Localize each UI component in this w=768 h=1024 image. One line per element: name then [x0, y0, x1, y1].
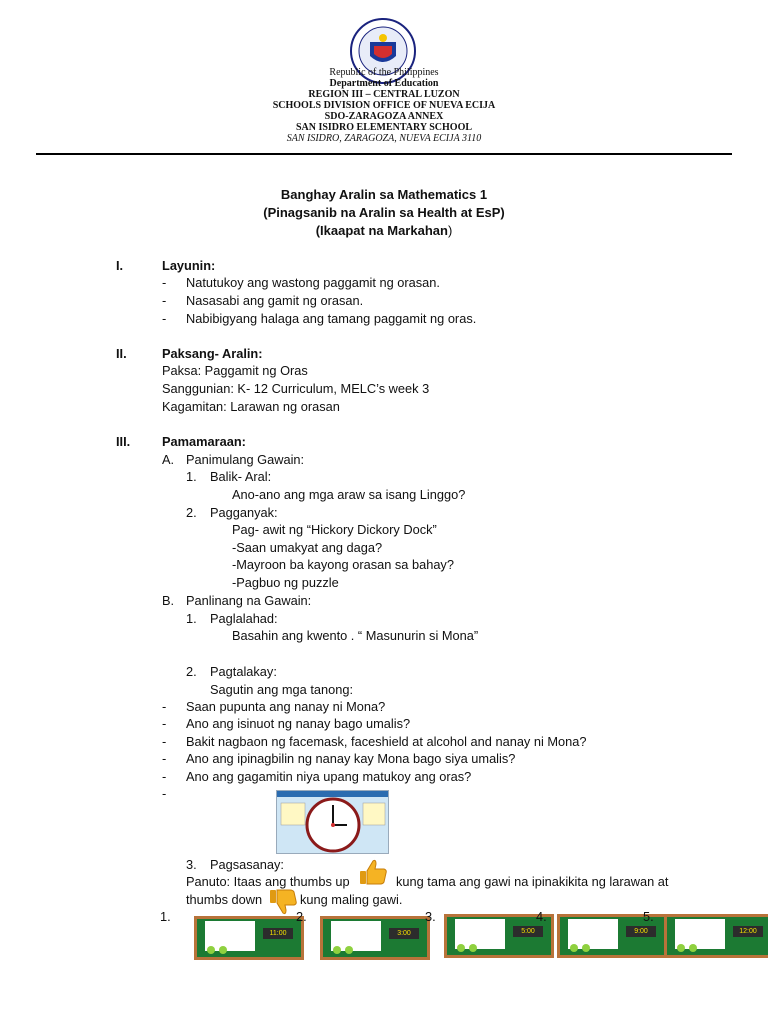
bullet-dash: -: [162, 716, 167, 731]
question-item: Ano ang gagamitin niya upang matukoy ang oras?: [186, 769, 472, 784]
subsection-b-label: B.: [162, 593, 175, 608]
bullet-dash: -: [162, 734, 167, 749]
a2-line: -Pagbuo ng puzzle: [232, 575, 339, 590]
card-dot: [677, 944, 685, 952]
b2-title: Pagtalakay:: [210, 664, 277, 679]
subsection-a-title: Panimulang Gawain:: [186, 452, 305, 467]
header-annex: SDO-ZARAGOZA ANNEX: [324, 111, 444, 122]
card-number: 1.: [160, 909, 171, 924]
a1-text: Ano-ano ang mga araw sa isang Linggo?: [232, 487, 466, 502]
paksa-line: Paksa: Paggamit ng Oras: [162, 363, 308, 378]
objective-item: Natutukoy ang wastong paggamit ng orasan.: [186, 275, 440, 290]
header-address: SAN ISIDRO, ZARAGOZA, NUEVA ECIJA 3110: [286, 133, 482, 144]
header-republic: Republic of the Philippines: [329, 67, 439, 78]
card-number: 5.: [643, 909, 654, 924]
section-1-number: I.: [116, 258, 124, 273]
card-number: 3.: [425, 909, 436, 924]
bullet-dash: -: [162, 311, 167, 326]
bullet-dash: -: [162, 699, 167, 714]
page-title: Banghay Aralin sa Mathematics 1: [280, 187, 488, 202]
b1-title: Paglalahad:: [210, 611, 278, 626]
question-item: Saan pupunta ang nanay ni Mona?: [186, 699, 386, 714]
subsection-a-label: A.: [162, 452, 175, 467]
section-3-heading: Pamamaraan:: [162, 434, 246, 449]
header-deped: Department of Education: [329, 78, 439, 89]
a2-line: -Mayroon ba kayong orasan sa bahay?: [232, 557, 454, 572]
page-quarter: (Ikaapat na Markahan): [315, 223, 453, 238]
exercise-card-1: [194, 916, 304, 960]
card-dot: [457, 944, 465, 952]
section-1-heading: Layunin:: [162, 258, 216, 273]
a2-line: -Saan umakyat ang daga?: [232, 540, 383, 555]
a1-title: Balik- Aral:: [210, 469, 272, 484]
card-number: 4.: [536, 909, 547, 924]
card-time: 3:00: [389, 928, 419, 939]
thumbs-down-icon: [268, 888, 298, 916]
a2-number: 2.: [186, 505, 197, 520]
card-time: 12:00: [733, 926, 763, 937]
question-item: Bakit nagbaon ng facemask, faceshield at alcohol and nanay ni Mona?: [186, 734, 587, 749]
card-dot: [570, 944, 578, 952]
card-dot: [219, 946, 227, 954]
question-item: Ano ang isinuot ng nanay bago umalis?: [186, 716, 411, 731]
a2-title: Pagganyak:: [210, 505, 278, 520]
b3-number: 3.: [186, 857, 197, 872]
kagamitan-line: Kagamitan: Larawan ng orasan: [162, 399, 340, 414]
panuto-text-a: Panuto: Itaas ang thumbs up: [186, 874, 350, 889]
panuto-text-d: kung maling gawi.: [300, 892, 403, 907]
card-number: 2.: [296, 909, 307, 924]
section-3-number: III.: [116, 434, 131, 449]
b2-intro: Sagutin ang mga tanong:: [210, 682, 354, 697]
objective-item: Nasasabi ang gamit ng orasan.: [186, 293, 364, 308]
card-dot: [345, 946, 353, 954]
thumbs-up-icon: [358, 858, 388, 886]
section-2-heading: Paksang- Aralin:: [162, 346, 263, 361]
b3-title: Pagsasanay:: [210, 857, 284, 872]
objective-item: Nabibigyang halaga ang tamang paggamit ng oras.: [186, 311, 477, 326]
header-region: REGION III – CENTRAL LUZON: [308, 89, 460, 100]
b1-number: 1.: [186, 611, 197, 626]
card-dot: [333, 946, 341, 954]
header-divider: [36, 153, 732, 155]
bullet-dash: -: [162, 275, 167, 290]
a1-number: 1.: [186, 469, 197, 484]
panuto-text-b: kung tama ang gawi na ipinakikita ng larawan at: [396, 874, 669, 889]
card-dot: [582, 944, 590, 952]
bullet-dash: -: [162, 769, 167, 784]
b1-text: Basahin ang kwento . “ Masunurin si Mona”: [232, 628, 479, 643]
panuto-text-c: thumbs down: [186, 892, 263, 907]
card-time: 11:00: [263, 928, 293, 939]
bullet-dash: -: [162, 751, 167, 766]
page-subtitle: (Pinagsanib na Aralin sa Health at EsP): [263, 205, 505, 220]
a2-line: Pag- awit ng “Hickory Dickory Dock”: [232, 522, 437, 537]
header-school: SAN ISIDRO ELEMENTARY SCHOOL: [295, 122, 473, 133]
card-dot: [207, 946, 215, 954]
question-item: Ano ang ipinagbilin ng nanay kay Mona bago siya umalis?: [186, 751, 516, 766]
subsection-b-title: Panlinang na Gawain:: [186, 593, 312, 608]
header-division: SCHOOLS DIVISION OFFICE OF NUEVA ECIJA: [272, 100, 496, 111]
bullet-dash: -: [162, 786, 167, 801]
sanggunian-line: Sanggunian: K- 12 Curriculum, MELC’s week 3: [162, 381, 430, 396]
card-time: 5:00: [513, 926, 543, 937]
exercise-card-2: [320, 916, 430, 960]
section-2-number: II.: [116, 346, 127, 361]
bullet-dash: -: [162, 293, 167, 308]
card-time: 9:00: [626, 926, 656, 937]
card-dot: [469, 944, 477, 952]
b2-number: 2.: [186, 664, 197, 679]
card-dot: [689, 944, 697, 952]
clock-illustration: [276, 790, 389, 854]
exercise-card-5: [664, 914, 768, 958]
